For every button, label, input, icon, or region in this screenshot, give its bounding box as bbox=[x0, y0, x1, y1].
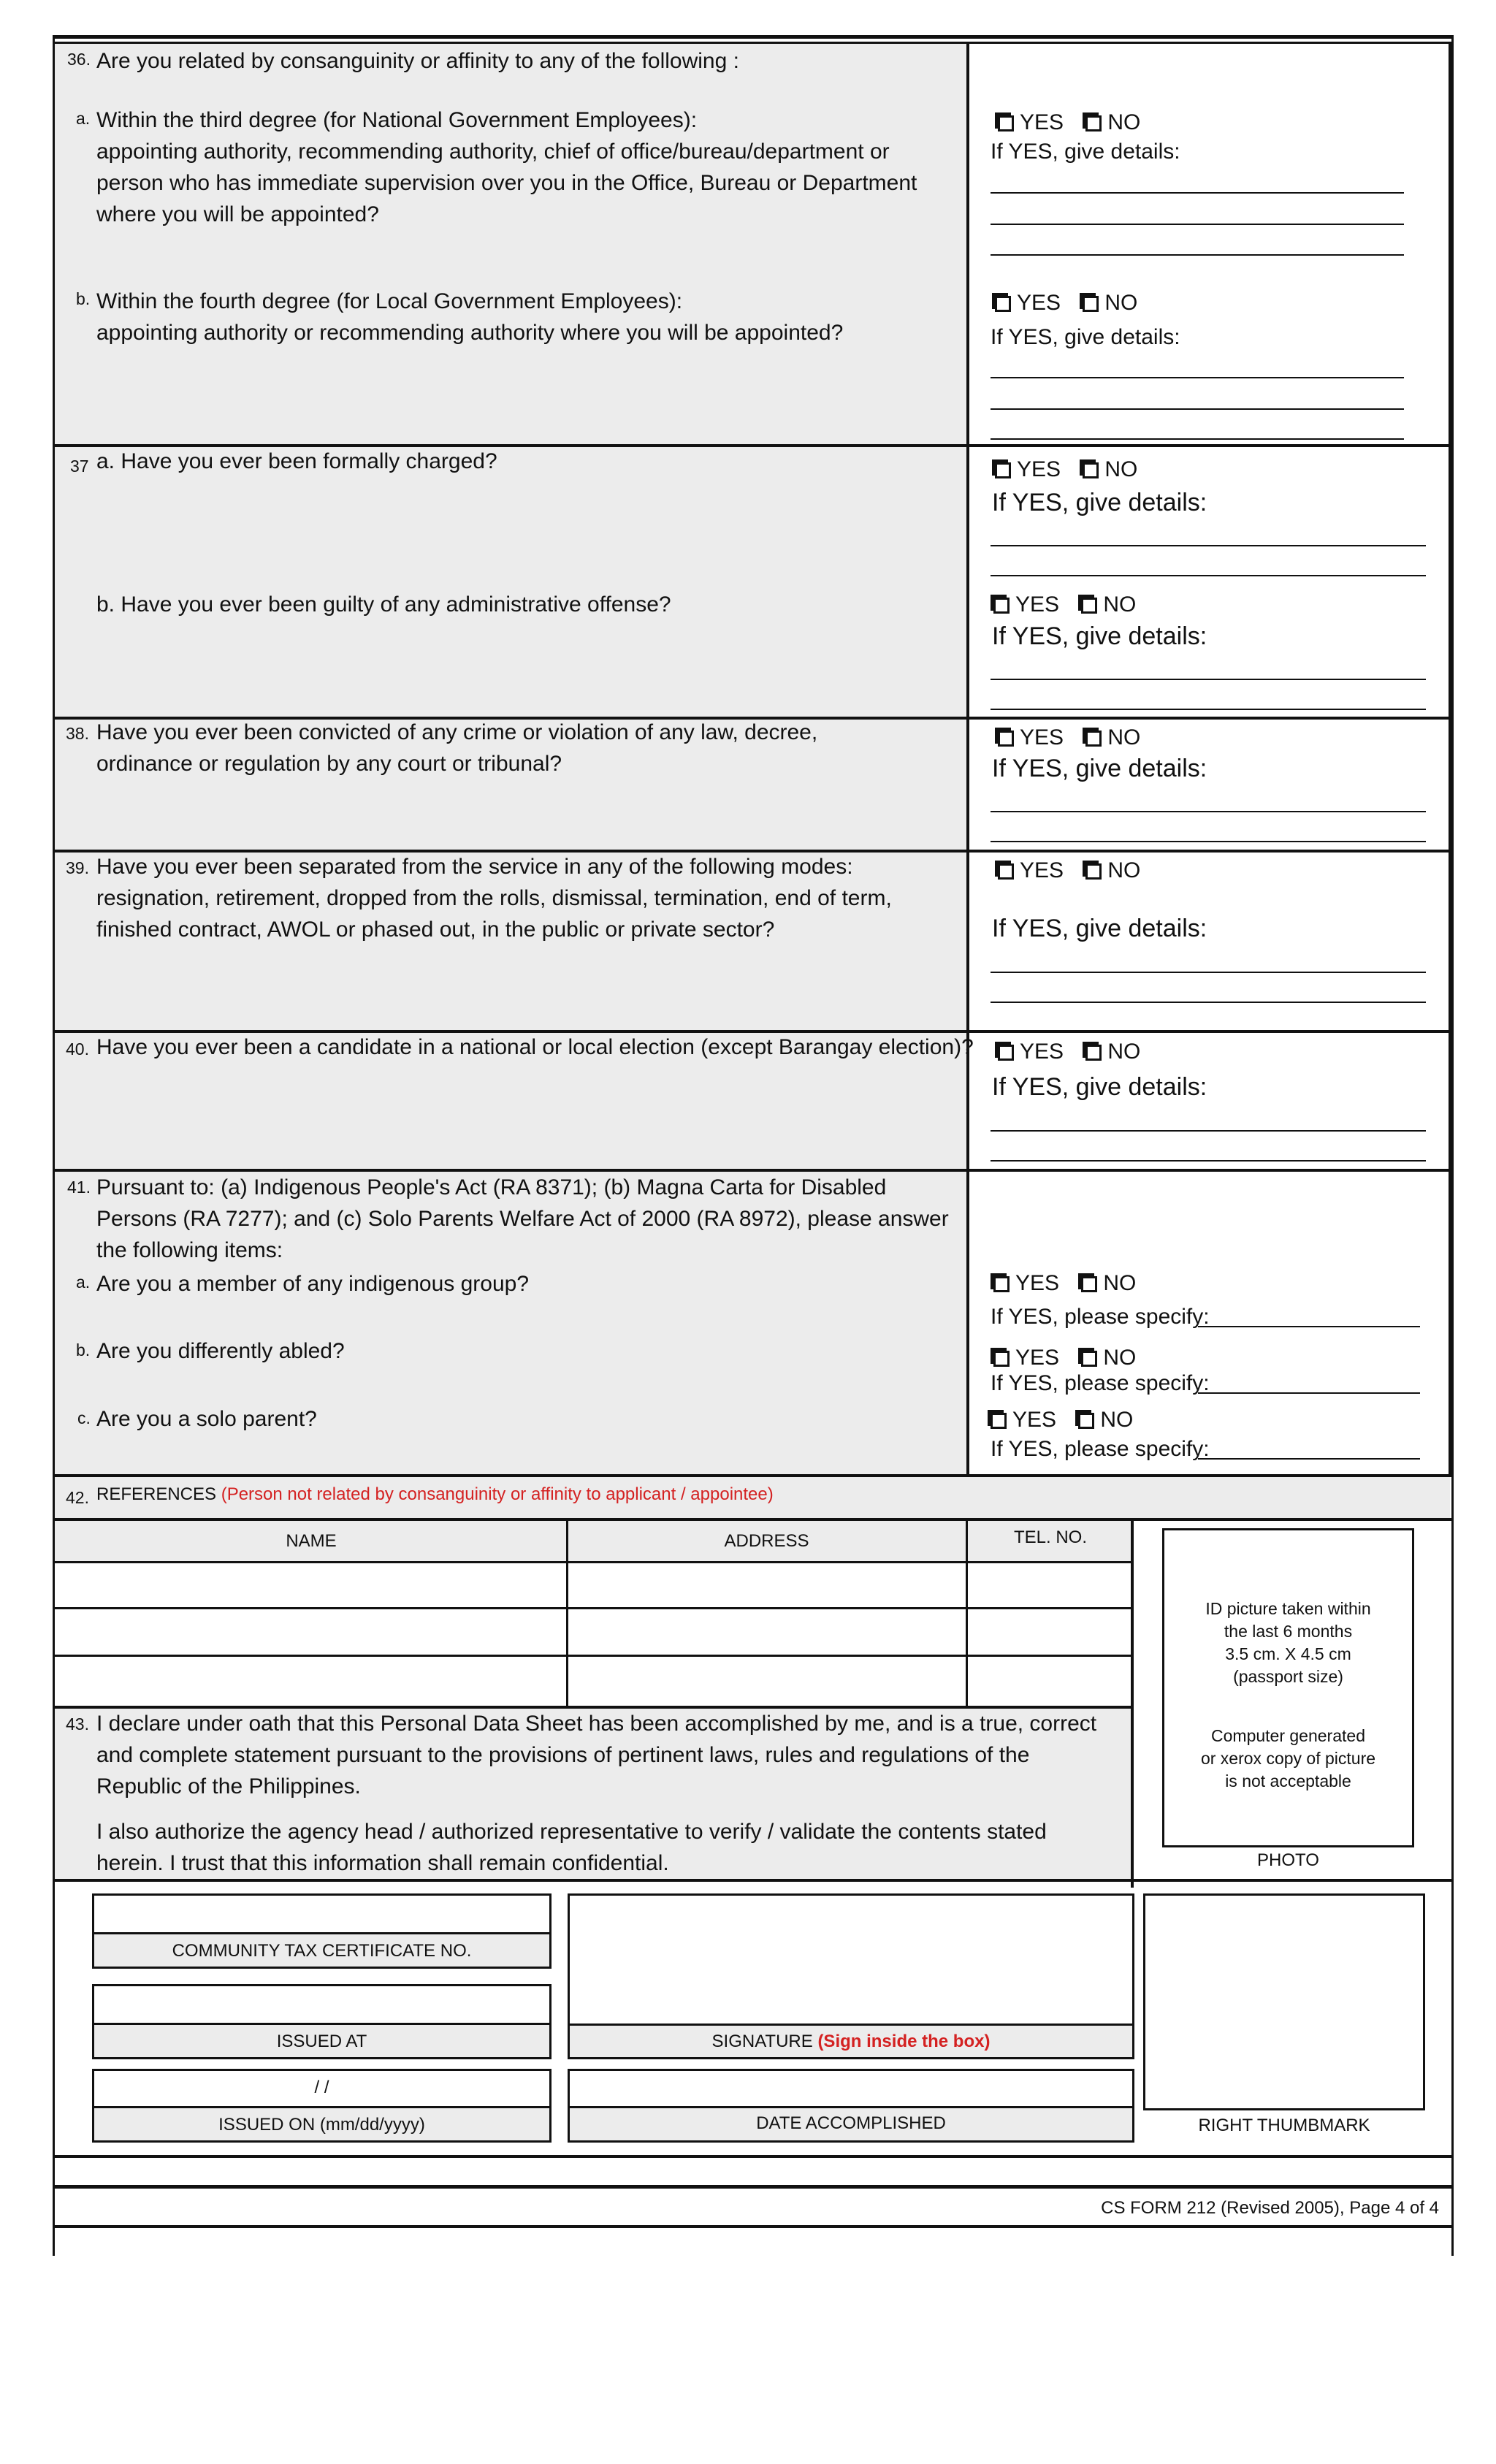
q38-number: 38. bbox=[66, 724, 89, 743]
q36a-yes-option[interactable]: YES bbox=[998, 110, 1064, 134]
checkbox-icon[interactable] bbox=[1083, 296, 1099, 312]
q39-details-line[interactable] bbox=[991, 972, 1426, 973]
q36a-details-line[interactable] bbox=[991, 254, 1404, 256]
col-telno-header: TEL. NO. bbox=[1013, 1527, 1088, 1547]
q41c-yes-option[interactable]: YES bbox=[991, 1408, 1056, 1432]
q37b-yes-option[interactable]: YES bbox=[993, 592, 1059, 617]
declaration-para1: I declare under oath that this Personal Data Sheet has been accomplished by me, and is a true, correct and complete statement pursuant to the provisions of pertinent laws, rules and regulations of the Republic of the Philippines. bbox=[96, 1712, 1097, 1799]
q37-number: 37 bbox=[70, 457, 89, 476]
q39-no-option[interactable]: NO bbox=[1085, 858, 1140, 882]
ctc-number-input[interactable] bbox=[92, 1893, 552, 1934]
date-accomplished-label: DATE ACCOMPLISHED bbox=[756, 2113, 946, 2133]
q39-yes-option[interactable]: YES bbox=[998, 858, 1064, 882]
references-title: REFERENCES (Person not related by consanguinity or affinity to applicant / appointee) bbox=[96, 1484, 774, 1504]
q41a-specify-line[interactable] bbox=[1198, 1326, 1420, 1327]
q38-no-option[interactable]: NO bbox=[1085, 725, 1140, 750]
q41b-no-option[interactable]: NO bbox=[1081, 1346, 1136, 1370]
q37b-details-label: If YES, give details: bbox=[992, 622, 1207, 650]
q41c-number: c. bbox=[77, 1408, 91, 1427]
q36b-line1: Within the fourth degree (for Local Government Employees): bbox=[96, 289, 683, 313]
q40-yes-no bbox=[998, 1039, 1156, 1065]
signature-box[interactable] bbox=[568, 1893, 1134, 2026]
q36a-yes-no bbox=[998, 110, 1156, 136]
checkbox-icon[interactable] bbox=[993, 1351, 1010, 1367]
q41c-yes-no bbox=[991, 1407, 1149, 1433]
q37a-yes-no bbox=[995, 457, 1153, 483]
q36b-details-line[interactable] bbox=[991, 408, 1404, 410]
q41c-question: Are you a solo parent? bbox=[96, 1407, 317, 1431]
q37b-details-line[interactable] bbox=[991, 709, 1426, 710]
q39-number: 39. bbox=[66, 858, 89, 877]
ctc-label: COMMUNITY TAX CERTIFICATE NO. bbox=[172, 1941, 472, 1961]
issued-at-label: ISSUED AT bbox=[276, 2032, 367, 2051]
q41a-question: Are you a member of any indigenous group? bbox=[96, 1272, 530, 1296]
q36a-details-line[interactable] bbox=[991, 224, 1404, 225]
reference-row[interactable] bbox=[56, 1563, 565, 1607]
q37b-details-line[interactable] bbox=[991, 679, 1426, 680]
q40-details-line[interactable] bbox=[991, 1130, 1426, 1132]
checkbox-icon[interactable] bbox=[1078, 1413, 1094, 1429]
q37a-details-line[interactable] bbox=[991, 545, 1426, 546]
q37a-question: a. Have you ever been formally charged? bbox=[96, 449, 497, 473]
checkbox-icon[interactable] bbox=[998, 731, 1014, 747]
q40-details-line[interactable] bbox=[991, 1160, 1426, 1162]
q38-question: Have you ever been convicted of any crime or violation of any law, decree, ordinance or regulation by any court or tribunal? bbox=[96, 720, 818, 776]
q41-number: 41. bbox=[67, 1178, 91, 1197]
q36b-details-label: If YES, give details: bbox=[991, 325, 1180, 349]
q41a-yes-no bbox=[993, 1270, 1152, 1297]
q41b-specify-line[interactable] bbox=[1198, 1392, 1420, 1394]
q43-number: 43. bbox=[66, 1714, 89, 1733]
q36a-line1: Within the third degree (for National Government Employees): bbox=[96, 108, 698, 132]
checkbox-icon[interactable] bbox=[1081, 598, 1097, 614]
q40-number: 40. bbox=[66, 1040, 89, 1059]
photo-instructions: ID picture taken within the last 6 months 3.5 cm. X 4.5 cm (passport size) Computer generated or xerox copy of picture is not acceptable bbox=[1200, 1599, 1376, 1790]
q37a-details-label: If YES, give details: bbox=[992, 489, 1207, 516]
q37a-details-line[interactable] bbox=[991, 575, 1426, 576]
q41b-question: Are you differently abled? bbox=[96, 1339, 345, 1363]
q37b-yes-no bbox=[993, 592, 1152, 618]
q36a-line2: appointing authority, recommending authority, chief of office/bureau/department or person who has immediate supervision over you in the Office, Bureau or Department where you will be appointed? bbox=[96, 140, 917, 226]
col-address-header: ADDRESS bbox=[724, 1531, 809, 1551]
reference-row[interactable] bbox=[56, 1609, 565, 1655]
checkbox-icon[interactable] bbox=[1083, 462, 1099, 478]
signature-note: (Sign inside the box) bbox=[817, 2032, 991, 2051]
q42-number: 42. bbox=[66, 1488, 89, 1507]
checkbox-icon[interactable] bbox=[1081, 1351, 1097, 1367]
q37b-no-option[interactable]: NO bbox=[1081, 592, 1136, 617]
checkbox-icon[interactable] bbox=[995, 462, 1011, 478]
q39-yes-no bbox=[998, 858, 1156, 884]
issued-on-label: ISSUED ON (mm/dd/yyyy) bbox=[218, 2115, 425, 2135]
checkbox-icon[interactable] bbox=[1085, 863, 1102, 880]
q40-yes-option[interactable]: YES bbox=[998, 1040, 1064, 1064]
q41c-no-option[interactable]: NO bbox=[1078, 1408, 1133, 1432]
checkbox-icon[interactable] bbox=[998, 863, 1014, 880]
q39-details-line[interactable] bbox=[991, 1002, 1426, 1003]
q36-number: 36. bbox=[67, 50, 91, 69]
checkbox-icon[interactable] bbox=[993, 1276, 1010, 1292]
q36a-details-line[interactable] bbox=[991, 192, 1404, 194]
thumbmark-box[interactable] bbox=[1143, 1893, 1425, 2110]
checkbox-icon[interactable] bbox=[1085, 115, 1102, 131]
q39-question: Have you ever been separated from the service in any of the following modes: resignation, retirement, dropped from the rolls, dismissal, termination, end of term, finished contract, AWOL or phased out, in the public or private sector? bbox=[96, 855, 892, 942]
checkbox-icon[interactable] bbox=[1081, 1276, 1097, 1292]
checkbox-icon[interactable] bbox=[998, 1045, 1014, 1061]
form-footer: CS FORM 212 (Revised 2005), Page 4 of 4 bbox=[1101, 2198, 1439, 2218]
q37a-no-option[interactable]: NO bbox=[1083, 457, 1137, 481]
issued-at-input[interactable] bbox=[92, 1984, 552, 2025]
date-accomplished-input[interactable] bbox=[568, 2069, 1134, 2108]
q38-details-line[interactable] bbox=[991, 811, 1426, 812]
thumbmark-label: RIGHT THUMBMARK bbox=[1198, 2116, 1370, 2135]
reference-row[interactable] bbox=[56, 1657, 565, 1705]
q36b-details-line[interactable] bbox=[991, 438, 1404, 440]
q41a-no-option[interactable]: NO bbox=[1081, 1271, 1136, 1295]
q36a-details-label: If YES, give details: bbox=[991, 140, 1180, 164]
checkbox-icon[interactable] bbox=[991, 1413, 1007, 1429]
q36-question: Are you related by consanguinity or affinity to any of the following : bbox=[96, 49, 739, 73]
references-note: (Person not related by consanguinity or affinity to applicant / appointee) bbox=[221, 1484, 774, 1504]
issued-on-slashes: / / bbox=[314, 2078, 329, 2097]
q38-details-label: If YES, give details: bbox=[992, 755, 1207, 782]
photo-label: PHOTO bbox=[1257, 1850, 1319, 1870]
q37a-yes-option[interactable]: YES bbox=[995, 457, 1061, 481]
q36b-yes-option[interactable]: YES bbox=[995, 291, 1061, 315]
q36b-number: b. bbox=[76, 289, 91, 308]
q40-question: Have you ever been a candidate in a national or local election (except Barangay election)? bbox=[96, 1035, 974, 1059]
q41a-yes-option[interactable]: YES bbox=[993, 1271, 1059, 1295]
q36b-yes-no bbox=[995, 290, 1153, 316]
q41b-yes-option[interactable]: YES bbox=[993, 1346, 1059, 1370]
q40-details-label: If YES, give details: bbox=[992, 1073, 1207, 1101]
q36b-no-option[interactable]: NO bbox=[1083, 291, 1137, 315]
q41-question: Pursuant to: (a) Indigenous People's Act (RA 8371); (b) Magna Carta for Disabled Persons (RA 7277); and (c) Solo Parents Welfare Act of 2000 (RA 8972), please answer the following items: bbox=[96, 1175, 949, 1262]
q41a-number: a. bbox=[76, 1273, 91, 1292]
top-rule bbox=[53, 35, 1454, 39]
q41b-specify-label: If YES, please specify: bbox=[991, 1371, 1210, 1395]
q38-yes-option[interactable]: YES bbox=[998, 725, 1064, 750]
q38-yes-no bbox=[998, 725, 1156, 751]
signature-label: SIGNATURE (Sign inside the box) bbox=[711, 2032, 991, 2051]
q36b-line2: appointing authority or recommending authority where you will be appointed? bbox=[96, 321, 844, 345]
q36a-no-option[interactable]: NO bbox=[1085, 110, 1140, 134]
checkbox-icon[interactable] bbox=[1085, 731, 1102, 747]
q41b-number: b. bbox=[76, 1340, 91, 1359]
q36a-number: a. bbox=[76, 109, 91, 128]
checkbox-icon[interactable] bbox=[1085, 1045, 1102, 1061]
declaration-para2: I also authorize the agency head / authorized representative to verify / validate the contents stated herein. I trust that this information shall remain confidential. bbox=[96, 1820, 1047, 1875]
q41c-specify-label: If YES, please specify: bbox=[991, 1437, 1210, 1461]
q38-details-line[interactable] bbox=[991, 841, 1426, 842]
q41a-specify-label: If YES, please specify: bbox=[991, 1305, 1210, 1329]
q37b-question: b. Have you ever been guilty of any administrative offense? bbox=[96, 592, 671, 617]
checkbox-icon[interactable] bbox=[995, 296, 1011, 312]
checkbox-icon[interactable] bbox=[993, 598, 1010, 614]
q41c-specify-line[interactable] bbox=[1198, 1458, 1420, 1460]
q40-no-option[interactable]: NO bbox=[1085, 1040, 1140, 1064]
checkbox-icon[interactable] bbox=[998, 115, 1014, 131]
col-name-header: NAME bbox=[286, 1531, 337, 1551]
q39-details-label: If YES, give details: bbox=[992, 915, 1207, 942]
q36b-details-line[interactable] bbox=[991, 377, 1404, 378]
